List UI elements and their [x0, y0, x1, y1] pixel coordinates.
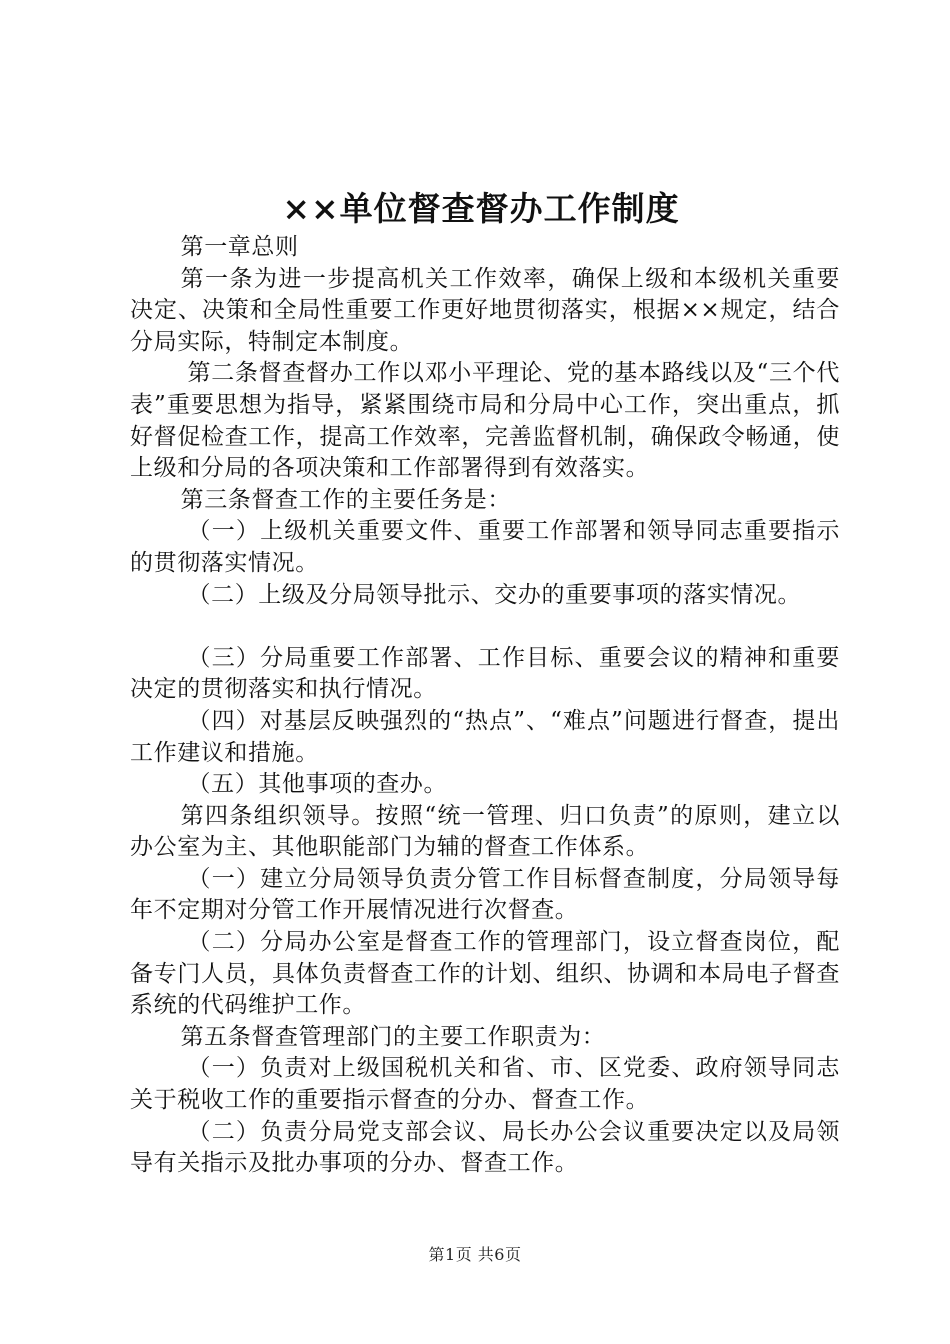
- article-4: 第四条组织领导。按照“统一管理、归口负责”的原则，建立以办公室为主、其他职能部门为辅的督查工作体系。: [130, 802, 840, 861]
- document-title: ××单位督查督办工作制度: [282, 189, 680, 228]
- article-5-item-2: （二）负责分局党支部会议、局长办公会议重要决定以及局领导有关指示及批办事项的分办、督查工作。: [130, 1118, 840, 1177]
- article-3-item-3: （三）分局重要工作部署、工作目标、重要会议的精神和重要决定的贯彻落实和执行情况。: [130, 644, 840, 703]
- document-body: [130, 232, 840, 1180]
- article-5: 第五条督查管理部门的主要工作职责为：: [180, 1023, 606, 1050]
- article-3-item-2: （二）上级及分局领导批示、交办的重要事项的落实情况。: [187, 581, 802, 608]
- blank-line: [130, 611, 840, 643]
- page-footer: 第1页 共6页: [428, 1245, 522, 1264]
- article-4-item-2: （二）分局办公室是督查工作的管理部门，设立督查岗位，配备专门人员，具体负责督查工作的计划、组织、协调和本局电子督查系统的代码维护工作。: [130, 929, 840, 1019]
- article-1: 第一条为进一步提高机关工作效率，确保上级和本级机关重要决定、决策和全局性重要工作更好地贯彻落实，根据××规定，结合分局实际，特制定本制度。: [130, 265, 840, 355]
- article-3: 第三条督查工作的主要任务是：: [180, 486, 511, 513]
- article-4-item-1: （一）建立分局领导负责分管工作目标督查制度，分局领导每年不定期对分管工作开展情况进行次督查。: [130, 865, 840, 924]
- chapter-heading: 第一章总则: [180, 234, 299, 260]
- article-5-item-1: （一）负责对上级国税机关和省、市、区党委、政府领导同志关于税收工作的重要指示督查的分办、督查工作。: [130, 1055, 840, 1114]
- article-3-item-5: （五）其他事项的查办。: [187, 771, 448, 798]
- article-2: 第二条督查督办工作以邓小平理论、党的基本路线以及“三个代表”重要思想为指导，紧紧围绕市局和分局中心工作，突出重点，抓好督促检查工作，提高工作效率，完善监督机制，确保政令畅通，使上级和分局的各项决策和工作部署得到有效落实。: [130, 360, 840, 482]
- article-3-item-1: （一）上级机关重要文件、重要工作部署和领导同志重要指示的贯彻落实情况。: [130, 518, 840, 576]
- article-3-item-4: （四）对基层反映强烈的“热点”、“难点”问题进行督查，提出工作建议和措施。: [130, 707, 840, 766]
